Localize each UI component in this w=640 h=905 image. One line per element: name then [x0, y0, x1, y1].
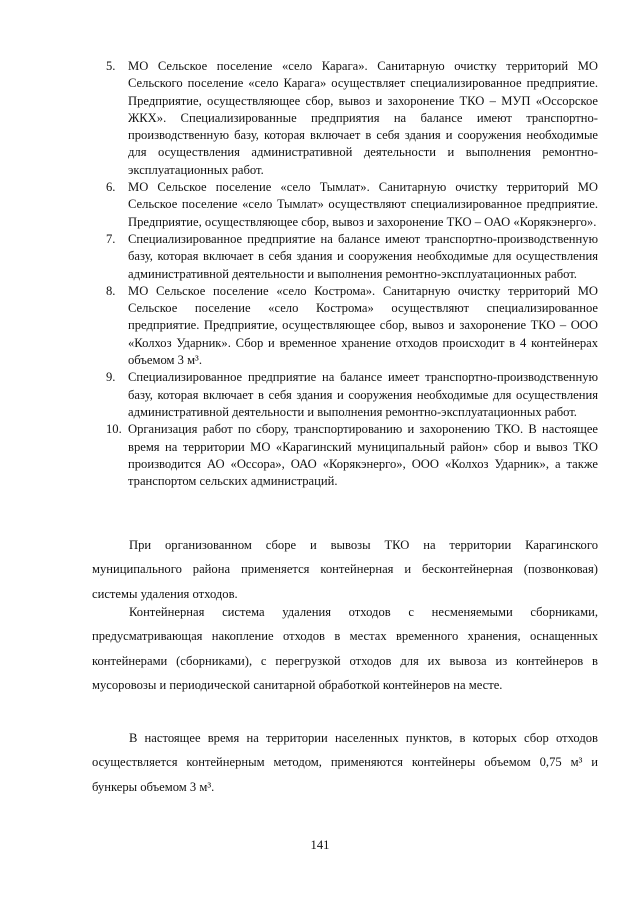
list-item-number: 6. [106, 180, 116, 195]
list-item-text: Специализированное предприятие на балансе имеют транспортно-производственную базу, которая включает в себя здания и сооружения необходимые для осуществления административной деятельности и выполнения ремонтно-эксплуатационных работ. [128, 231, 598, 281]
page-number: 141 [310, 838, 330, 852]
list-item-text: Специализированное предприятие на балансе имеет транспортно-производственную базу, которая включает в себя здания и сооружения необходимые для осуществления административной деятельности и выполнения ремонтно-эксплуатационных работ. [128, 370, 598, 419]
list-item-number: 7. [106, 231, 116, 246]
list-item-number: 5. [106, 59, 116, 73]
list-item-text: Организация работ по сбору, транспортированию и захоронению ТКО. В настоящее время на территории МО «Карагинский муниципальный район» сбор и вывоз ТКО производится АО «Оссора», ОАО «Корякэнерго», ООО «Колхоз Ударник», а также транспортом сельских администраций. [128, 422, 598, 489]
numbered-list [106, 58, 598, 490]
list-item [106, 421, 598, 490]
list-item [106, 283, 598, 369]
list-item-text: МО Сельское поселение «село Карага». Санитарную очистку территорий МО Сельского поселение «село Карага» осуществляет специализированное предприятие. Предприятие, осуществляющее сбор, вывоз и захоронение ТКО – МУП «Оссорское ЖКХ». Специализированные предприятия на балансе имеют транспортно-производственную базу, которая включает в себя здания и сооружения необходимые для осуществления административной деятельности и выполнения ремонтно-эксплуатационных работ. [128, 59, 598, 177]
list-item-number: 9. [106, 370, 116, 385]
paragraph-container-system: Контейнерная система удаления отходов с несменяемыми сборниками, предусматривающая накопление отходов в местах временного хранения, оснащенных контейнерами (сборниками), с перегрузкой отходов для их вывоза из контейнеров в мусоровозы и периодической санитарной обработкой контейнеров на месте. [92, 605, 598, 693]
list-item-text: МО Сельское поселение «село Кострома». Санитарную очистку территорий МО Сельское поселение «село Кострома» осуществляют специализированное предприятие. Предприятие, осуществляющее сбор, вывоз и захоронение ТКО – ООО «Колхоз Ударник». Сбор и временное хранение отходов происходит в 4 контейнерах объемом 3 м³. [128, 283, 598, 368]
list-item [106, 58, 598, 179]
list-item-number: 10. [106, 422, 122, 437]
list-item-number: 8. [106, 283, 116, 298]
paragraph-container-volumes: В настоящее время на территории населенных пунктов, в которых сбор отходов осуществляется контейнерным методом, применяются контейнеры объемом 0,75 м³ и бункеры объемом 3 м³. [92, 731, 598, 794]
list-item [106, 231, 598, 283]
list-item-text: МО Сельское поселение «село Тымлат». Санитарную очистку территорий МО Сельское поселение «село Тымлат» осуществляют специализированное предприятие. Предприятие, осуществляющее сбор, вывоз и захоронение ТКО – ОАО «Корякэнерго». [128, 180, 598, 229]
list-item [106, 369, 598, 421]
paragraph-collection-systems: При организованном сборе и вывозы ТКО на территории Карагинского муниципального района применяется контейнерная и бесконтейнерная (позвонковая) системы удаления отходов. [92, 538, 598, 601]
list-item [106, 179, 598, 231]
